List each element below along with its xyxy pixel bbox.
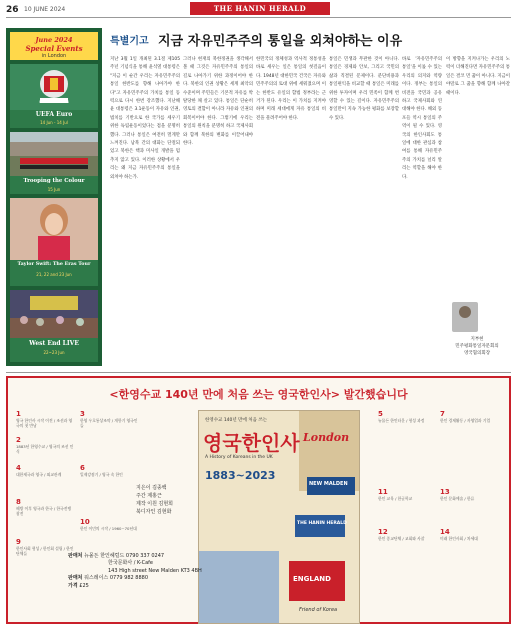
toc-item: 13 한인 문화예술 / 한류 bbox=[440, 488, 475, 501]
ad-title-place: in London bbox=[41, 53, 67, 59]
event-card-west-end bbox=[10, 290, 98, 362]
london-events-ad bbox=[6, 28, 102, 366]
event-title: West End LIVE bbox=[29, 340, 79, 347]
article-column-6: 이 방향을 지켜나가는 우리의 노력이 더해진다면 자유민주주의 통일은 결코 먼 꿈이 아니다. 지금이야말로 그 꿈을 향해 함께 나아갈 때이다. bbox=[446, 57, 510, 96]
credit-line: 제작 이원 김현희 bbox=[136, 501, 173, 507]
cover-subtitle: A History of Koreans in the UK bbox=[205, 455, 273, 460]
cover-herald: THE HANIN HERALD bbox=[297, 521, 347, 526]
event-card-trooping bbox=[10, 132, 98, 194]
cover-years: 1883~2023 bbox=[205, 469, 276, 482]
toc-item: 9 한인사회 형성 / 한인회 설립 / 한인 단체들 bbox=[16, 538, 74, 556]
credit-line: 북디자인 김현화 bbox=[136, 509, 172, 515]
article-title: 지금 자유민주주의 통일을 외쳐야하는 이유 bbox=[158, 34, 403, 49]
euro-logo-text: UEFA EURO 2024 bbox=[39, 100, 69, 104]
header-rule bbox=[6, 17, 511, 18]
article-header bbox=[110, 28, 510, 50]
event-card-euro bbox=[10, 64, 98, 128]
book-credits bbox=[136, 484, 196, 516]
masthead: THE HANIN HERALD bbox=[190, 2, 330, 15]
order-shop-name: 워스레이스 0779 982 8880 bbox=[84, 575, 149, 582]
cover-title: 영국한인사 bbox=[203, 431, 300, 455]
trooping-photo bbox=[10, 132, 98, 176]
event-title: Taylor Swift: The Eras Tour bbox=[17, 261, 91, 267]
book-ad-headline: <한영수교 140년 만에 처음 쓰는 영국한인사> 발간했습니다 bbox=[109, 388, 408, 401]
book-ad bbox=[6, 376, 511, 624]
credit-line: 지은이 김종백 bbox=[136, 485, 167, 491]
order-shop-address: 143 High street New Malden KT3 4BH bbox=[108, 567, 202, 574]
cover-new-malden: NEW MALDEN bbox=[309, 481, 348, 487]
credit-line: 주간 제홍근 bbox=[136, 493, 162, 499]
west-end-crowd-photo bbox=[10, 290, 98, 338]
toc-item: 4 대한제국과 영국 / 외교관계 bbox=[16, 464, 62, 477]
order-shop: 뉴몰든 bbox=[84, 553, 99, 559]
ad-title-box bbox=[10, 32, 98, 60]
toc-item: 8 해방 이후 영국과 한국 / 한국전쟁 참전 bbox=[16, 498, 71, 516]
toc-item: 6 일제강점기 / 영국 속 한인 bbox=[80, 464, 123, 477]
article-column-3: 한민국의 정체성과 역사적 정통성을 바로 세우는 일은 통일의 첫걸음이다. 1948년 대한민국 건국은 자유와 민주주의의 토대 위에 세워졌으며 이는 한반도 유일의 합법 정부라는 근거가 된다. 우리는 이 가치를 지켜야 하며 미래 세대에게 자유 통일의 비전을 물려주어야 한다. bbox=[256, 57, 326, 121]
event-title: UEFA Euro bbox=[35, 111, 73, 118]
event-dates: 21, 22 and 23 Jun bbox=[36, 272, 72, 277]
order-label: 판매처 bbox=[68, 575, 83, 582]
toc-item: 10 한인 이민의 시작 / 1960~70년대 bbox=[80, 518, 137, 531]
cover-england: ENGLAND bbox=[293, 575, 331, 583]
price-label: 가격 bbox=[68, 582, 78, 589]
toc-item: 3 한영 우호통상조약 / 개항기 영국인들 bbox=[80, 410, 138, 428]
toc-item: 5 뉴몰든 한인타운 / 형성 과정 bbox=[378, 410, 425, 423]
toc-item: 11 한인 교육 / 한글학교 bbox=[378, 488, 413, 501]
order-info bbox=[68, 553, 206, 590]
author-byline bbox=[446, 336, 508, 357]
toc-item: 2 1883년 한영수교 / 영국의 조선 인식 bbox=[16, 436, 74, 454]
ad-title-month: June 2024 bbox=[35, 36, 73, 44]
order-shop-name: 한인헤럴드 0790 337 0247 bbox=[100, 553, 165, 559]
event-dates: 14 Jun - 14 Jul bbox=[40, 120, 68, 125]
author-role: 민주평화통일자문회의 bbox=[455, 344, 499, 349]
order-shop-line: 한국문화사 / K-Cafe bbox=[108, 560, 153, 567]
issue-date: 10 JUNE 2024 bbox=[24, 6, 66, 13]
author-photo bbox=[452, 302, 478, 332]
cover-friend: Friend of Korea bbox=[299, 607, 338, 613]
toc-item: 12 한인 종교단체 / 교회와 사찰 bbox=[378, 528, 425, 541]
ad-title-events: Special Events bbox=[25, 44, 83, 53]
article-column-2: 그러나 현재의 북한정권을 생각해서 볼 때 그것은 자유민주주의 통일의 길로 나아가기 위한 과정이어야 한다. 북한의 인권 상황은 세계 최악의 수준이며 주민들은 기본적 자유를 박탈당한 채 살고 있다. 통일은 단순히 영토의 결합이 아니라 자유와 인권의 회복이어야 한다. 그렇기에 우리는 통일의 원칙을 분명히 하고 국제사회와 함께 북한의 변화를 이끌어내야 한다. bbox=[183, 57, 253, 147]
order-label: 판매처 bbox=[68, 553, 83, 559]
toc-item: 14 미래 한인사회 / 차세대 bbox=[440, 528, 478, 541]
toc-item: 7 한인 경제활동 / 자영업과 기업 bbox=[440, 410, 491, 423]
event-title: Trooping the Colour bbox=[23, 178, 85, 184]
cover-top: 한영수교 140년 만에 처음 쓰는 bbox=[205, 418, 268, 423]
event-dates: 22~23 Jun bbox=[43, 350, 65, 355]
taylor-swift-photo bbox=[10, 198, 98, 260]
article-column-5: 바로 '자유민주주의 통일'을 이룰 수 있는 우리의 의지와 역량이다. 정부는 통일의 비전을 국민과 공유하고 국제사회와 연대해야 한다. 해외 동포들 역시 통일의 주역이 될 수 있다. 영국의 한인사회도 통일에 대한 관심과 참여를 통해 자유민주주의 가치를 널리 알리는 역할을 해야 한다. bbox=[402, 57, 442, 180]
author-role-2: 영국협의회장 bbox=[463, 351, 491, 356]
article-kicker: 특별기고 bbox=[110, 36, 149, 47]
price-value: £25 bbox=[79, 582, 89, 589]
event-dates: 15 Jun bbox=[47, 187, 61, 192]
book-cover bbox=[198, 410, 360, 624]
article-column-1: 지난 3월 1일 개최된 3.1절 제105주년 기념식을 통해 윤석열 대통령은 "지금 이 순간 우리는 자유민주주의 통일 한반도를 향해 나아가야 한다"고 자유민주주의 가치를 통일 동력으로 다시 한번 강조했다. 지난해 윤 대통령은 3.1운동이 자유와 인권, 법치를 기반으로 한 국가를 세우기 위한 독립운동이었다는 점을 분명히 했다. 그러나 통일은 여전히 멀게만 느껴진다. 남북 간의 대화는 단절되었고 북한은 핵과 미사일 개발을 멈추지 않고 있다. 이러한 상황에서 우리는 왜 지금 자유민주주의 통일을 외쳐야 하는가. bbox=[110, 57, 180, 180]
cover-london: London bbox=[303, 431, 350, 444]
article-column-4: 통일은 민생과 무관한 것이 아니다. 통일은 경제와 안보, 그리고 국민의 삶과 직결된 문제이다. 분단비용과 통일편익을 비교할 때 통일은 미래를 위한 투자이며 우리 민족이 함께 번영할 수 있는 길이다. 자유민주주의 통일만이 지속 가능한 평화를 보장할 수 있다. bbox=[329, 57, 399, 121]
page-number: 26 bbox=[6, 5, 19, 15]
author-name: 지부현 bbox=[470, 337, 484, 342]
toc-item: 1 영국 한인사 시작 이전 / 조선과 영국의 첫 만남 bbox=[16, 410, 73, 428]
event-card-taylor-swift bbox=[10, 198, 98, 286]
section-rule bbox=[6, 372, 511, 373]
